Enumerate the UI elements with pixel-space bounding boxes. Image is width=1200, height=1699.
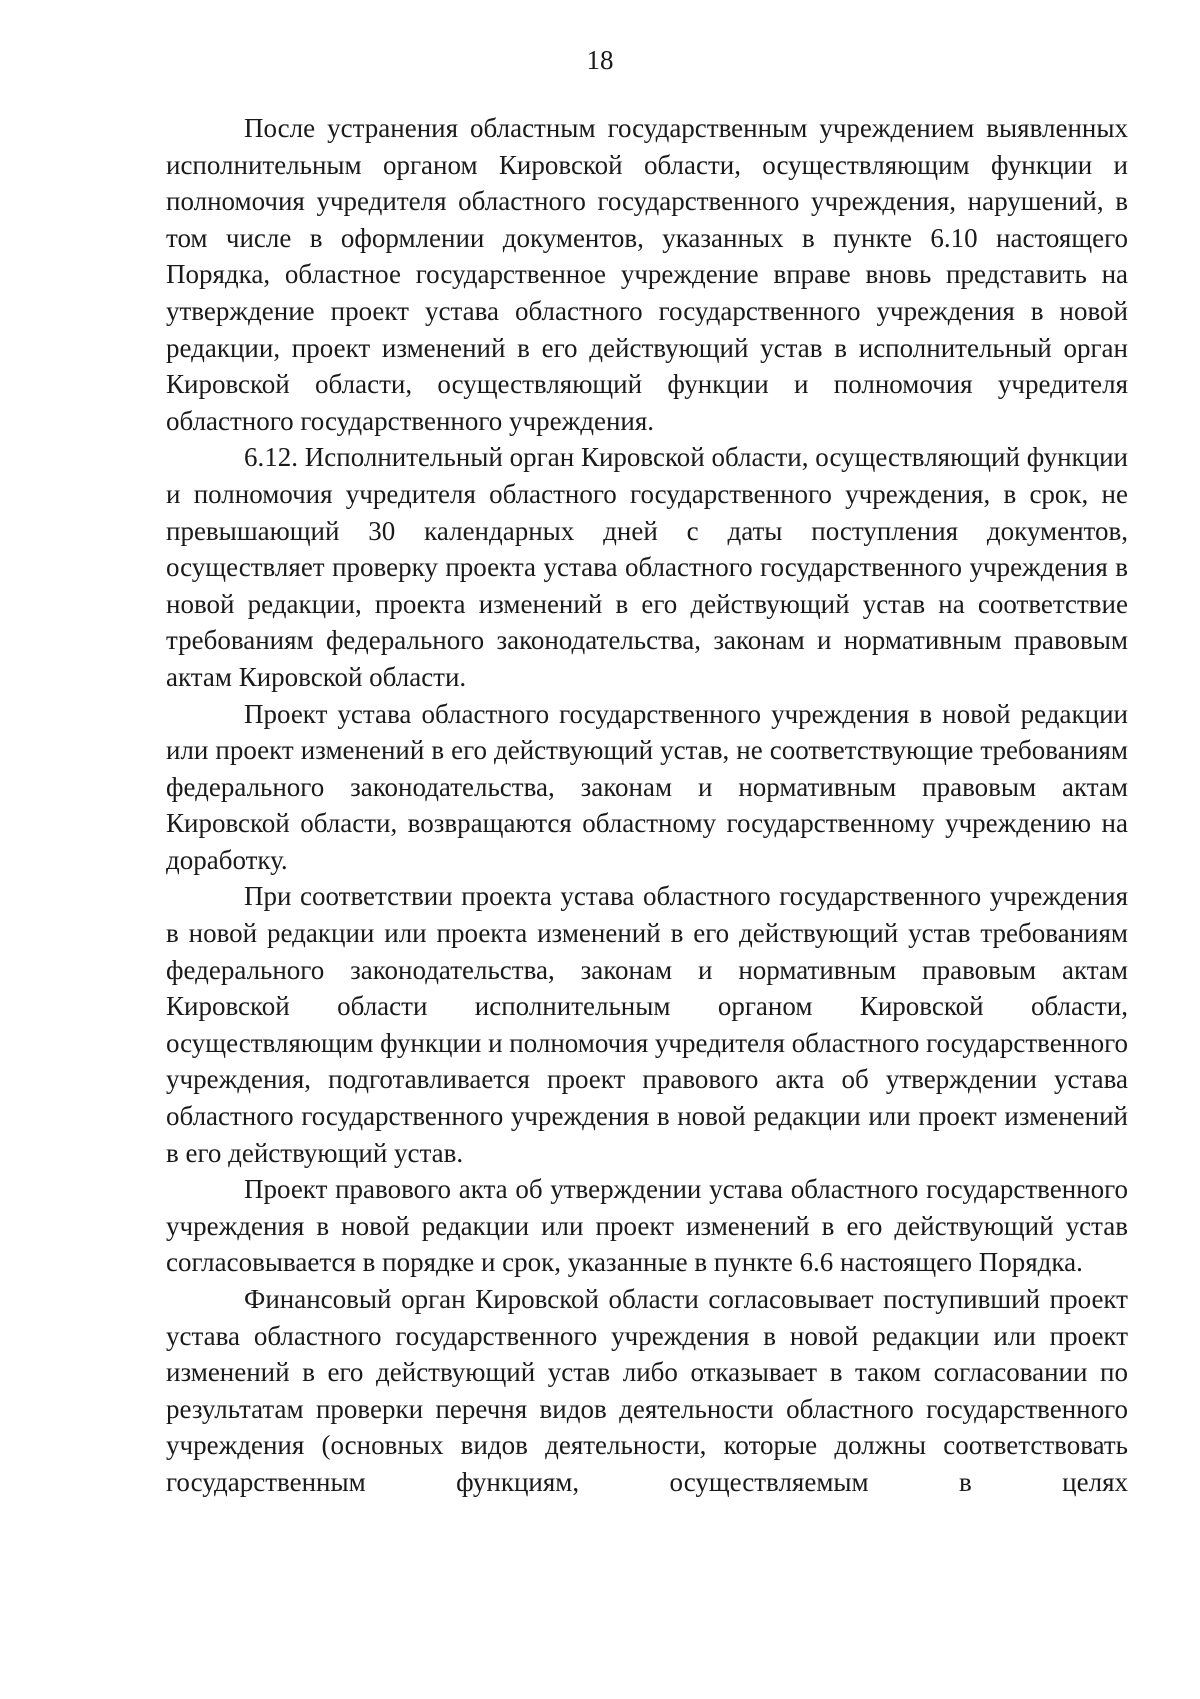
- paragraph: При соответствии проекта устава областного государственного учреждения в новой редакции или проекта изменений в его действующий устав требованиям федерального законодательства, законам и нормативным правовым актам Кировской области исполнительным органом Кировской области, осуществляющим функции и полномочия учредителя областного государственного учреждения, подготавливается проект правового акта об утверждении устава областного государственного учреждения в новой редакции или проект изменений в его действующий устав.: [166, 881, 1128, 1168]
- paragraph: Проект правового акта об утверждении устава областного государственного учреждения в новой редакции или проект изменений в его действующий устав согласовывается в порядке и срок, указанные в пункте 6.6 настоящего Порядка.: [166, 1174, 1128, 1278]
- paragraph: Проект устава областного государственного учреждения в новой редакции или проект изменений в его действующий устав, не соответствующие требованиям федерального законодательства, законам и нормативным правовым актам Кировской области, возвращаются областному государственному учреждению на доработку.: [166, 698, 1128, 875]
- page-number: 18: [586, 45, 614, 75]
- paragraph: Финансовый орган Кировской области согласовывает поступивший проект устава областного государственного учреждения в новой редакции или проект изменений в его действующий устав либо отказывает в таком согласовании по результатам проверки перечня видов деятельности областного государственного учреждения (основных видов деятельности, которые должны соответствовать государственным функциям, осуществляемым в целях: [166, 1284, 1128, 1497]
- document-body: [166, 110, 1128, 1501]
- paragraph: После устранения областным государственным учреждением выявленных исполнительным органом Кировской области, осуществляющим функции и полномочия учредителя областного государственного учреждения, нарушений, в том числе в оформлении документов, указанных в пункте 6.10 настоящего Порядка, областное государственное учреждение вправе вновь представить на утверждение проект устава областного государственного учреждения в новой редакции, проект изменений в его действующий устав в исполнительный орган Кировской области, осуществляющий функции и полномочия учредителя областного государственного учреждения.: [166, 113, 1128, 436]
- paragraph: 6.12. Исполнительный орган Кировской области, осуществляющий функции и полномочия учредителя областного государственного учреждения, в срок, не превышающий 30 календарных дней с даты поступления документов, осуществляет проверку проекта устава областного государственного учреждения в новой редакции, проекта изменений в его действующий устав на соответствие требованиям федерального законодательства, законам и нормативным правовым актам Кировской области.: [166, 442, 1128, 692]
